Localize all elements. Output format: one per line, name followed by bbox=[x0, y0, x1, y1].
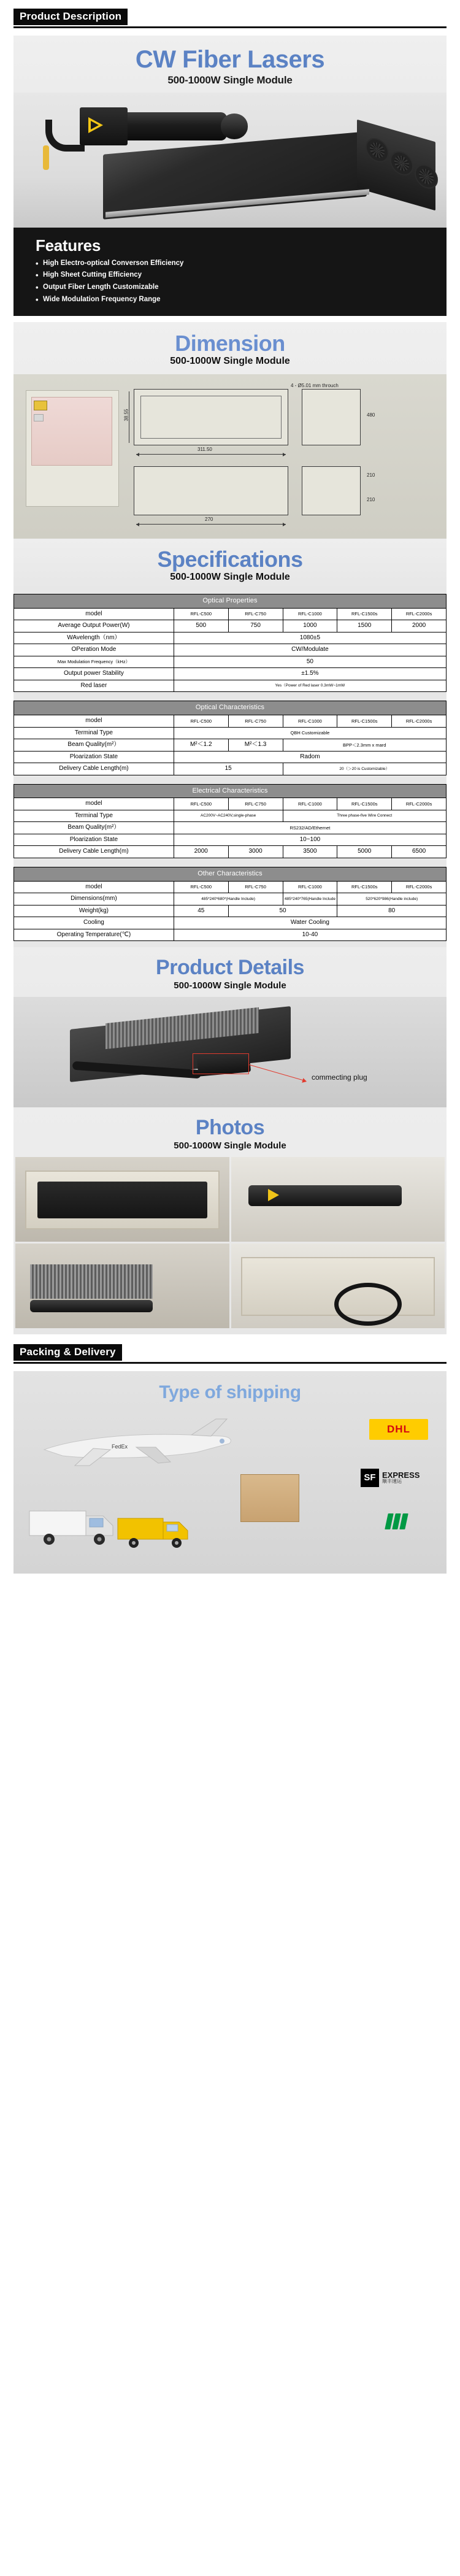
sf-express-en: EXPRESS bbox=[382, 1470, 420, 1480]
table-band-row bbox=[14, 701, 447, 715]
product-details-section bbox=[13, 947, 447, 1107]
shipping-carton-icon bbox=[240, 1474, 299, 1522]
photo-thumbnail bbox=[231, 1157, 445, 1242]
packaging-carton bbox=[241, 1257, 435, 1316]
table-cell: 485*240*680*(Handle Include) bbox=[174, 893, 283, 905]
table-model-cell: RFL-C1500s bbox=[337, 715, 392, 728]
table-cell: 3000 bbox=[228, 846, 283, 858]
table-cell: 10~100 bbox=[174, 834, 446, 846]
dhl-logo: DHL bbox=[369, 1419, 428, 1440]
table-model-cell: RFL-C1000 bbox=[283, 608, 337, 620]
table-row-label: WAvelength（nm） bbox=[14, 632, 174, 644]
table-cell: AC200V~AC240V,single-phase bbox=[174, 810, 283, 822]
table-cell: 2000 bbox=[392, 620, 447, 632]
spec-table bbox=[13, 784, 447, 858]
table-cell: QBH Customizable bbox=[174, 727, 446, 739]
dim-label-height: 38.55 bbox=[123, 409, 129, 421]
table-band-row bbox=[14, 784, 447, 798]
table-gap bbox=[13, 775, 447, 784]
table-row bbox=[14, 810, 447, 822]
table-cell: 80 bbox=[337, 905, 447, 917]
table-row-label: Output power Stability bbox=[14, 668, 174, 680]
table-cell: 3500 bbox=[283, 846, 337, 858]
table-row-label: Delivery Cable Length(m) bbox=[14, 763, 174, 775]
dimension-drawing bbox=[13, 374, 447, 539]
table-row-label: Ploarization State bbox=[14, 751, 174, 763]
header-divider bbox=[13, 26, 447, 28]
table-row bbox=[14, 656, 447, 668]
photo-thumbnail bbox=[15, 1244, 229, 1328]
feature-item: • Wide Modulation Frequency Range bbox=[36, 294, 447, 306]
van-icon bbox=[117, 1513, 196, 1551]
hero-banner bbox=[13, 36, 447, 228]
table-cell: 500 bbox=[174, 620, 228, 632]
table-row bbox=[14, 668, 447, 680]
table-cell: 10-40 bbox=[174, 929, 446, 941]
table-cell: 1500 bbox=[337, 620, 392, 632]
features-list bbox=[36, 258, 447, 306]
drawing-rear-view bbox=[302, 466, 361, 515]
dim-label-side-a: 480 bbox=[367, 412, 375, 418]
table-cell: 50 bbox=[174, 656, 446, 668]
spec-table bbox=[13, 701, 447, 775]
ems-logo bbox=[363, 1511, 429, 1532]
table-row bbox=[14, 727, 447, 739]
sf-mark: SF bbox=[361, 1469, 379, 1487]
table-row bbox=[14, 798, 447, 810]
table-model-cell: RFL-C1000 bbox=[283, 715, 337, 728]
dim-line-width bbox=[136, 454, 286, 455]
table-row-label: Terminal Type bbox=[14, 810, 174, 822]
blueprint-photo bbox=[26, 390, 119, 507]
drawing-front-view bbox=[134, 389, 288, 445]
page-title: CW Fiber Lasers bbox=[135, 45, 325, 73]
callout-arrow bbox=[249, 1064, 306, 1081]
product-description-tag: Product Description bbox=[13, 9, 128, 25]
photo-thumbnail bbox=[15, 1157, 229, 1242]
feature-item: • Output Fiber Length Customizable bbox=[36, 282, 447, 294]
table-row bbox=[14, 893, 447, 905]
table-row bbox=[14, 715, 447, 728]
table-cell: Radom bbox=[174, 751, 446, 763]
table-row bbox=[14, 608, 447, 620]
dim-label-side-b: 210 bbox=[367, 472, 375, 479]
cable-closeup bbox=[30, 1300, 153, 1312]
table-cell: 50 bbox=[228, 905, 337, 917]
table-cell: M²＜1.2 bbox=[174, 739, 228, 752]
table-row bbox=[14, 751, 447, 763]
packaging-carton bbox=[25, 1171, 220, 1229]
table-row bbox=[14, 739, 447, 752]
page-subtitle: 500-1000W Single Module bbox=[167, 74, 293, 86]
table-cell: ±1.5% bbox=[174, 668, 446, 680]
cooling-fan-icon bbox=[415, 161, 438, 191]
table-row bbox=[14, 881, 447, 893]
product-description-header bbox=[0, 0, 460, 25]
photos-grid bbox=[13, 1157, 447, 1328]
table-cell: 1000 bbox=[283, 620, 337, 632]
table-row-label: Average Output Power(W) bbox=[14, 620, 174, 632]
table-row bbox=[14, 680, 447, 692]
table-row-label: Cooling bbox=[14, 917, 174, 929]
table-row-label: model bbox=[14, 715, 174, 728]
table-row-label: Beam Quality(m²） bbox=[14, 739, 174, 752]
callout-label: commecting plug bbox=[312, 1073, 367, 1082]
sf-express-logo bbox=[361, 1464, 434, 1491]
table-band-label: Other Characteristics bbox=[14, 867, 447, 881]
table-row bbox=[14, 905, 447, 917]
table-row-label: Delivery Cable Length(m) bbox=[14, 846, 174, 858]
drawing-top-view bbox=[134, 466, 288, 515]
heatsink-closeup bbox=[30, 1264, 153, 1299]
table-model-cell: RFL-C500 bbox=[174, 881, 228, 893]
table-model-cell: RFL-C500 bbox=[174, 715, 228, 728]
table-model-cell: RFL-C1000 bbox=[283, 881, 337, 893]
table-row-label: model bbox=[14, 608, 174, 620]
table-row-label: Beam Quality(m²） bbox=[14, 822, 174, 834]
table-cell: Yes（Power of Red laser 0.3mW~1mW bbox=[174, 680, 446, 692]
table-cell: Three phase-five Wire Connect bbox=[283, 810, 447, 822]
features-heading: Features bbox=[36, 236, 101, 255]
specifications-title: Specifications bbox=[157, 547, 303, 572]
spec-table bbox=[13, 867, 447, 941]
packing-divider bbox=[13, 1362, 447, 1364]
table-row bbox=[14, 763, 447, 775]
packed-laser-unit bbox=[37, 1182, 207, 1218]
table-model-cell: RFL-C2000s bbox=[392, 608, 447, 620]
hero-product-photo bbox=[13, 93, 447, 228]
specifications-subtitle: 500-1000W Single Module bbox=[170, 572, 290, 583]
spec-table bbox=[13, 594, 447, 692]
photo-thumbnail bbox=[231, 1244, 445, 1328]
coiled-fiber-cable bbox=[334, 1283, 402, 1326]
table-row bbox=[14, 620, 447, 632]
sf-express-cn: 顺丰速运 bbox=[382, 1478, 402, 1485]
table-model-cell: RFL-C1500s bbox=[337, 881, 392, 893]
table-gap bbox=[13, 858, 447, 867]
photos-title: Photos bbox=[195, 1116, 265, 1140]
table-model-cell: RFL-C750 bbox=[228, 798, 283, 810]
table-cell: 2000 bbox=[174, 846, 228, 858]
blueprint-yellow-tag bbox=[34, 401, 47, 410]
table-model-cell: RFL-C500 bbox=[174, 798, 228, 810]
table-model-cell: RFL-C2000s bbox=[392, 715, 447, 728]
table-cell: 45 bbox=[174, 905, 228, 917]
table-cell: M²＜1.3 bbox=[228, 739, 283, 752]
table-row-label: OPeration Mode bbox=[14, 644, 174, 656]
table-row-label: model bbox=[14, 798, 174, 810]
table-model-cell: RFL-C2000s bbox=[392, 798, 447, 810]
table-band-label: Electrical Characteristics bbox=[14, 784, 447, 798]
truck-icon bbox=[28, 1505, 120, 1550]
specifications-header bbox=[13, 539, 447, 589]
sf-text bbox=[382, 1471, 420, 1485]
table-band-label: Optical Properties bbox=[14, 594, 447, 609]
cooling-fan-icon bbox=[366, 135, 389, 165]
dim-label-bottom: 270 bbox=[205, 517, 213, 523]
table-cell: 1080±5 bbox=[174, 632, 446, 644]
features-block bbox=[13, 228, 447, 316]
fiber-cable-tip bbox=[43, 145, 49, 170]
table-cell: 520*620*986(Handle include) bbox=[337, 893, 447, 905]
table-band-row bbox=[14, 867, 447, 881]
shipping-title: Type of shipping bbox=[159, 1382, 301, 1402]
dim-label-width: 311.50 bbox=[197, 447, 212, 453]
dim-label-side-c: 210 bbox=[367, 497, 375, 503]
table-row bbox=[14, 834, 447, 846]
table-row-label: Max Modulation Frequency（kHz） bbox=[14, 656, 174, 668]
table-model-cell: RFL-C2000s bbox=[392, 881, 447, 893]
table-row bbox=[14, 929, 447, 941]
fiber-cable bbox=[45, 120, 85, 152]
airplane-icon bbox=[38, 1414, 240, 1471]
table-row bbox=[14, 632, 447, 644]
table-cell: 5000 bbox=[337, 846, 392, 858]
table-model-cell: RFL-C1500s bbox=[337, 798, 392, 810]
laser-head-block bbox=[80, 107, 128, 145]
table-row-label: Red laser bbox=[14, 680, 174, 692]
table-row bbox=[14, 644, 447, 656]
svg-text:FedEx: FedEx bbox=[112, 1443, 128, 1450]
table-cell: 15 bbox=[174, 763, 283, 775]
callout-highlight-box bbox=[193, 1053, 249, 1074]
table-row-label: Ploarization State bbox=[14, 834, 174, 846]
photos-section bbox=[13, 1107, 447, 1334]
table-row-label: Terminal Type bbox=[14, 727, 174, 739]
table-cell: CW/Modulate bbox=[174, 644, 446, 656]
feature-item: • High Sheet Cutting Efficiency bbox=[36, 269, 447, 282]
packing-delivery-tag: Packing & Delivery bbox=[13, 1344, 122, 1361]
blueprint-grey-tag bbox=[34, 414, 44, 421]
shipping-section bbox=[13, 1371, 447, 1574]
table-model-cell: RFL-C1000 bbox=[283, 798, 337, 810]
table-cell: BPP＜2.3mm x mard bbox=[283, 739, 447, 752]
table-row-label: Weight(kg) bbox=[14, 905, 174, 917]
product-details-title: Product Details bbox=[156, 956, 304, 980]
table-row bbox=[14, 822, 447, 834]
table-model-cell: RFL-C750 bbox=[228, 881, 283, 893]
table-model-cell: RFL-C750 bbox=[228, 608, 283, 620]
table-cell: 750 bbox=[228, 620, 283, 632]
table-band-label: Optical Characteristics bbox=[14, 701, 447, 715]
dimension-section bbox=[13, 322, 447, 539]
table-row-label: Operating Temperature(℃) bbox=[14, 929, 174, 941]
laser-warning-icon bbox=[88, 117, 103, 133]
table-cell: RS232/AD/Ethernet bbox=[174, 822, 446, 834]
laser-warning-icon bbox=[268, 1189, 279, 1201]
table-cell: 6500 bbox=[392, 846, 447, 858]
drawing-side-view bbox=[302, 389, 361, 445]
table-cell: 485*240*765(Handle Include bbox=[283, 893, 337, 905]
table-gap bbox=[13, 692, 447, 701]
dim-line-bottom bbox=[136, 524, 286, 525]
table-row-label: Dimensions(mm) bbox=[14, 893, 174, 905]
table-row bbox=[14, 917, 447, 929]
table-model-cell: RFL-C750 bbox=[228, 715, 283, 728]
table-model-cell: RFL-C1500s bbox=[337, 608, 392, 620]
table-row-label: model bbox=[14, 881, 174, 893]
photos-subtitle: 500-1000W Single Module bbox=[174, 1140, 286, 1152]
table-cell: 20（＞20 is Customizable） bbox=[283, 763, 447, 775]
cooling-fan-icon bbox=[390, 148, 413, 178]
specifications-tables bbox=[13, 589, 447, 947]
table-row bbox=[14, 846, 447, 858]
dimension-title: Dimension bbox=[175, 330, 285, 356]
dim-label-note: 4 - Ø5.01 mm throuch bbox=[291, 383, 339, 389]
dimension-subtitle: 500-1000W Single Module bbox=[170, 356, 290, 367]
table-band-row bbox=[14, 594, 447, 609]
product-details-subtitle: 500-1000W Single Module bbox=[174, 980, 286, 991]
packing-delivery-header bbox=[0, 1334, 460, 1361]
table-cell: Water Cooling bbox=[174, 917, 446, 929]
feature-item: • High Electro-optical Converson Efficiency bbox=[36, 258, 447, 270]
product-details-photo bbox=[13, 997, 447, 1107]
table-model-cell: RFL-C500 bbox=[174, 608, 228, 620]
